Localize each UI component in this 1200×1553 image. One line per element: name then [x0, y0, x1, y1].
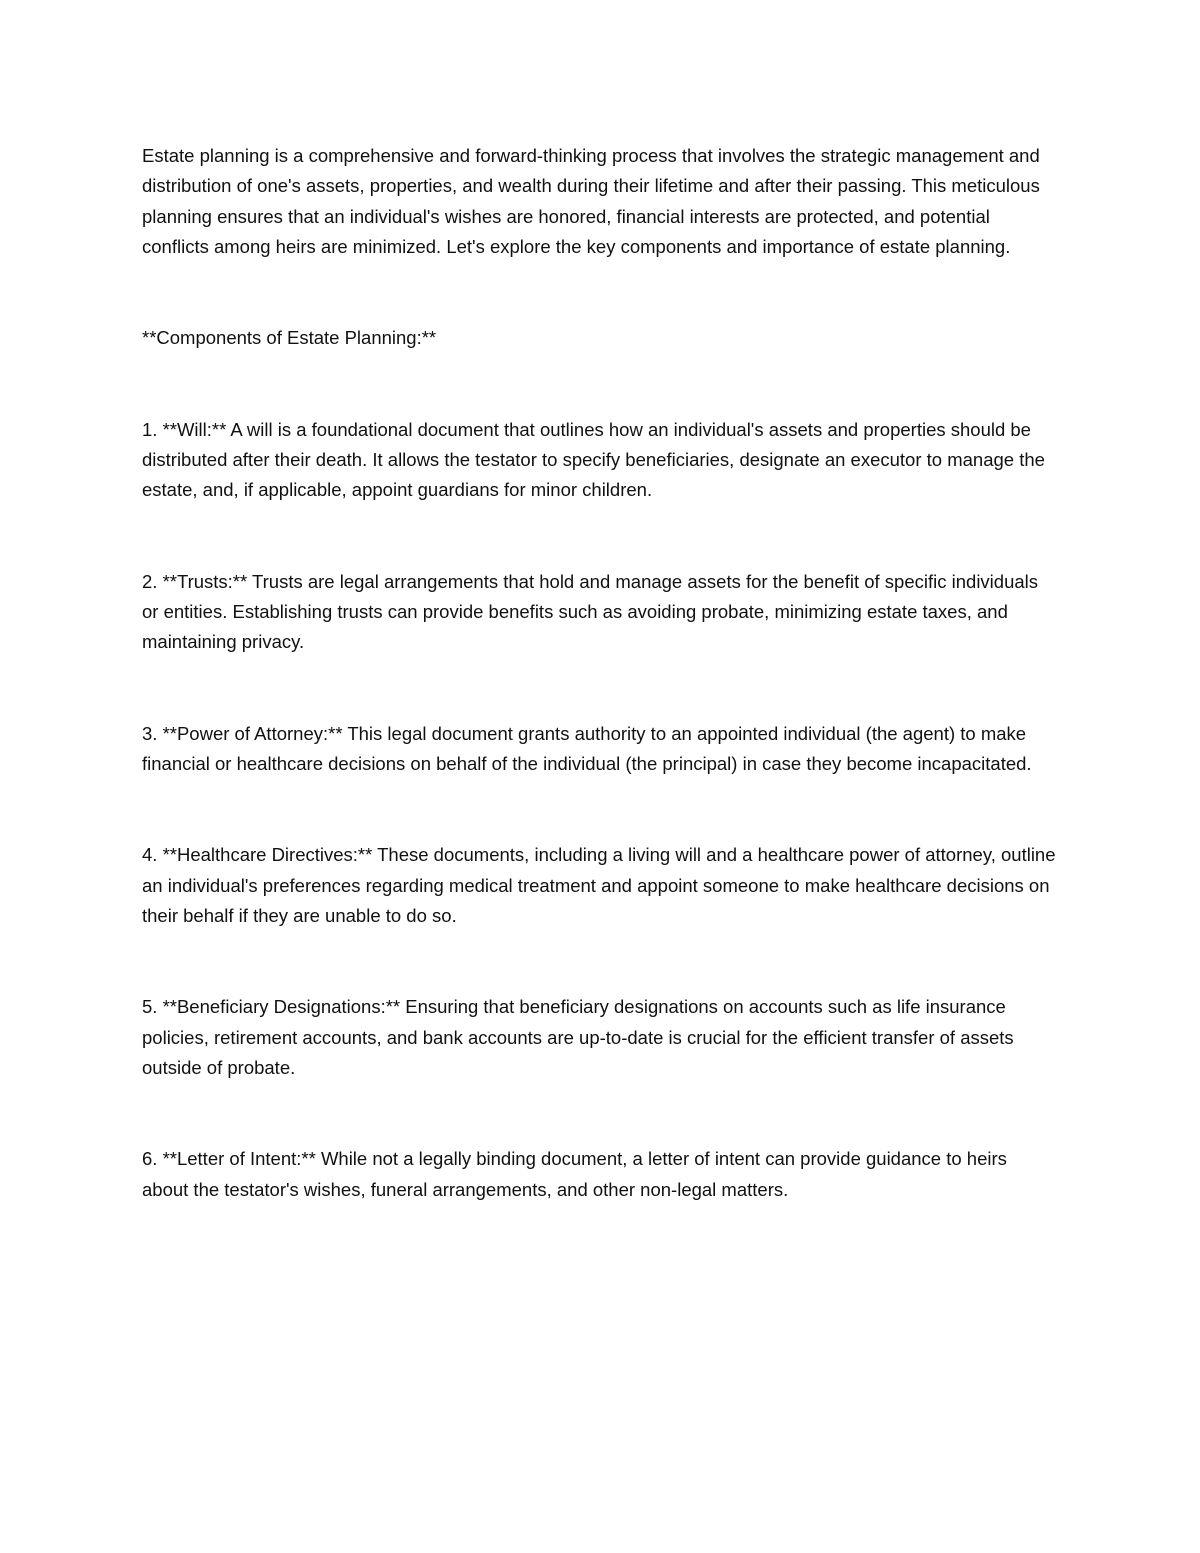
intro-paragraph: Estate planning is a comprehensive and forward-thinking process that involves the strategic management and distribution of one's assets, properties, and wealth during their lifetime and after their passing. This meticulous planning ensures that an individual's wishes are honored, financial interests are protected, and potential conflicts among heirs are minimized. Let's explore the key components and importance of estate planning.	[142, 145, 1040, 258]
list-item-beneficiary-designations: 5. **Beneficiary Designations:** Ensuring that beneficiary designations on accounts such as life insurance policies, retirement accounts, and bank accounts are up-to-date is crucial for the efficient transfer of assets outside of probate.	[142, 996, 1014, 1079]
list-item-power-of-attorney: 3. **Power of Attorney:** This legal document grants authority to an appointed individual (the agent) to make financial or healthcare decisions on behalf of the individual (the principal) in case they become incapacitated.	[142, 722, 1032, 775]
list-item-letter-of-intent: 6. **Letter of Intent:** While not a legally binding document, a letter of intent can provide guidance to heirs about the testator's wishes, funeral arrangements, and other non-legal matters.	[142, 1148, 1007, 1200]
document-body	[142, 141, 1057, 1205]
list-item-healthcare-directives: 4. **Healthcare Directives:** These documents, including a living will and a healthcare power of attorney, outline an individual's preferences regarding medical treatment and appoint someone to make healthcare decisions on their behalf if they are unable to do so.	[142, 844, 1056, 927]
list-item-trusts: 2. **Trusts:** Trusts are legal arrangements that hold and manage assets for the benefit of specific individuals or entities. Establishing trusts can provide benefits such as avoiding probate, minimizing estate taxes, and maintaining privacy.	[142, 570, 1039, 653]
section-heading: **Components of Estate Planning:**	[142, 327, 437, 349]
list-item-will: 1. **Will:** A will is a foundational document that outlines how an individual's assets and properties should be distributed after their death. It allows the testator to specify beneficiaries, designate an executor to manage the estate, and, if applicable, appoint guardians for minor children.	[142, 418, 1045, 501]
